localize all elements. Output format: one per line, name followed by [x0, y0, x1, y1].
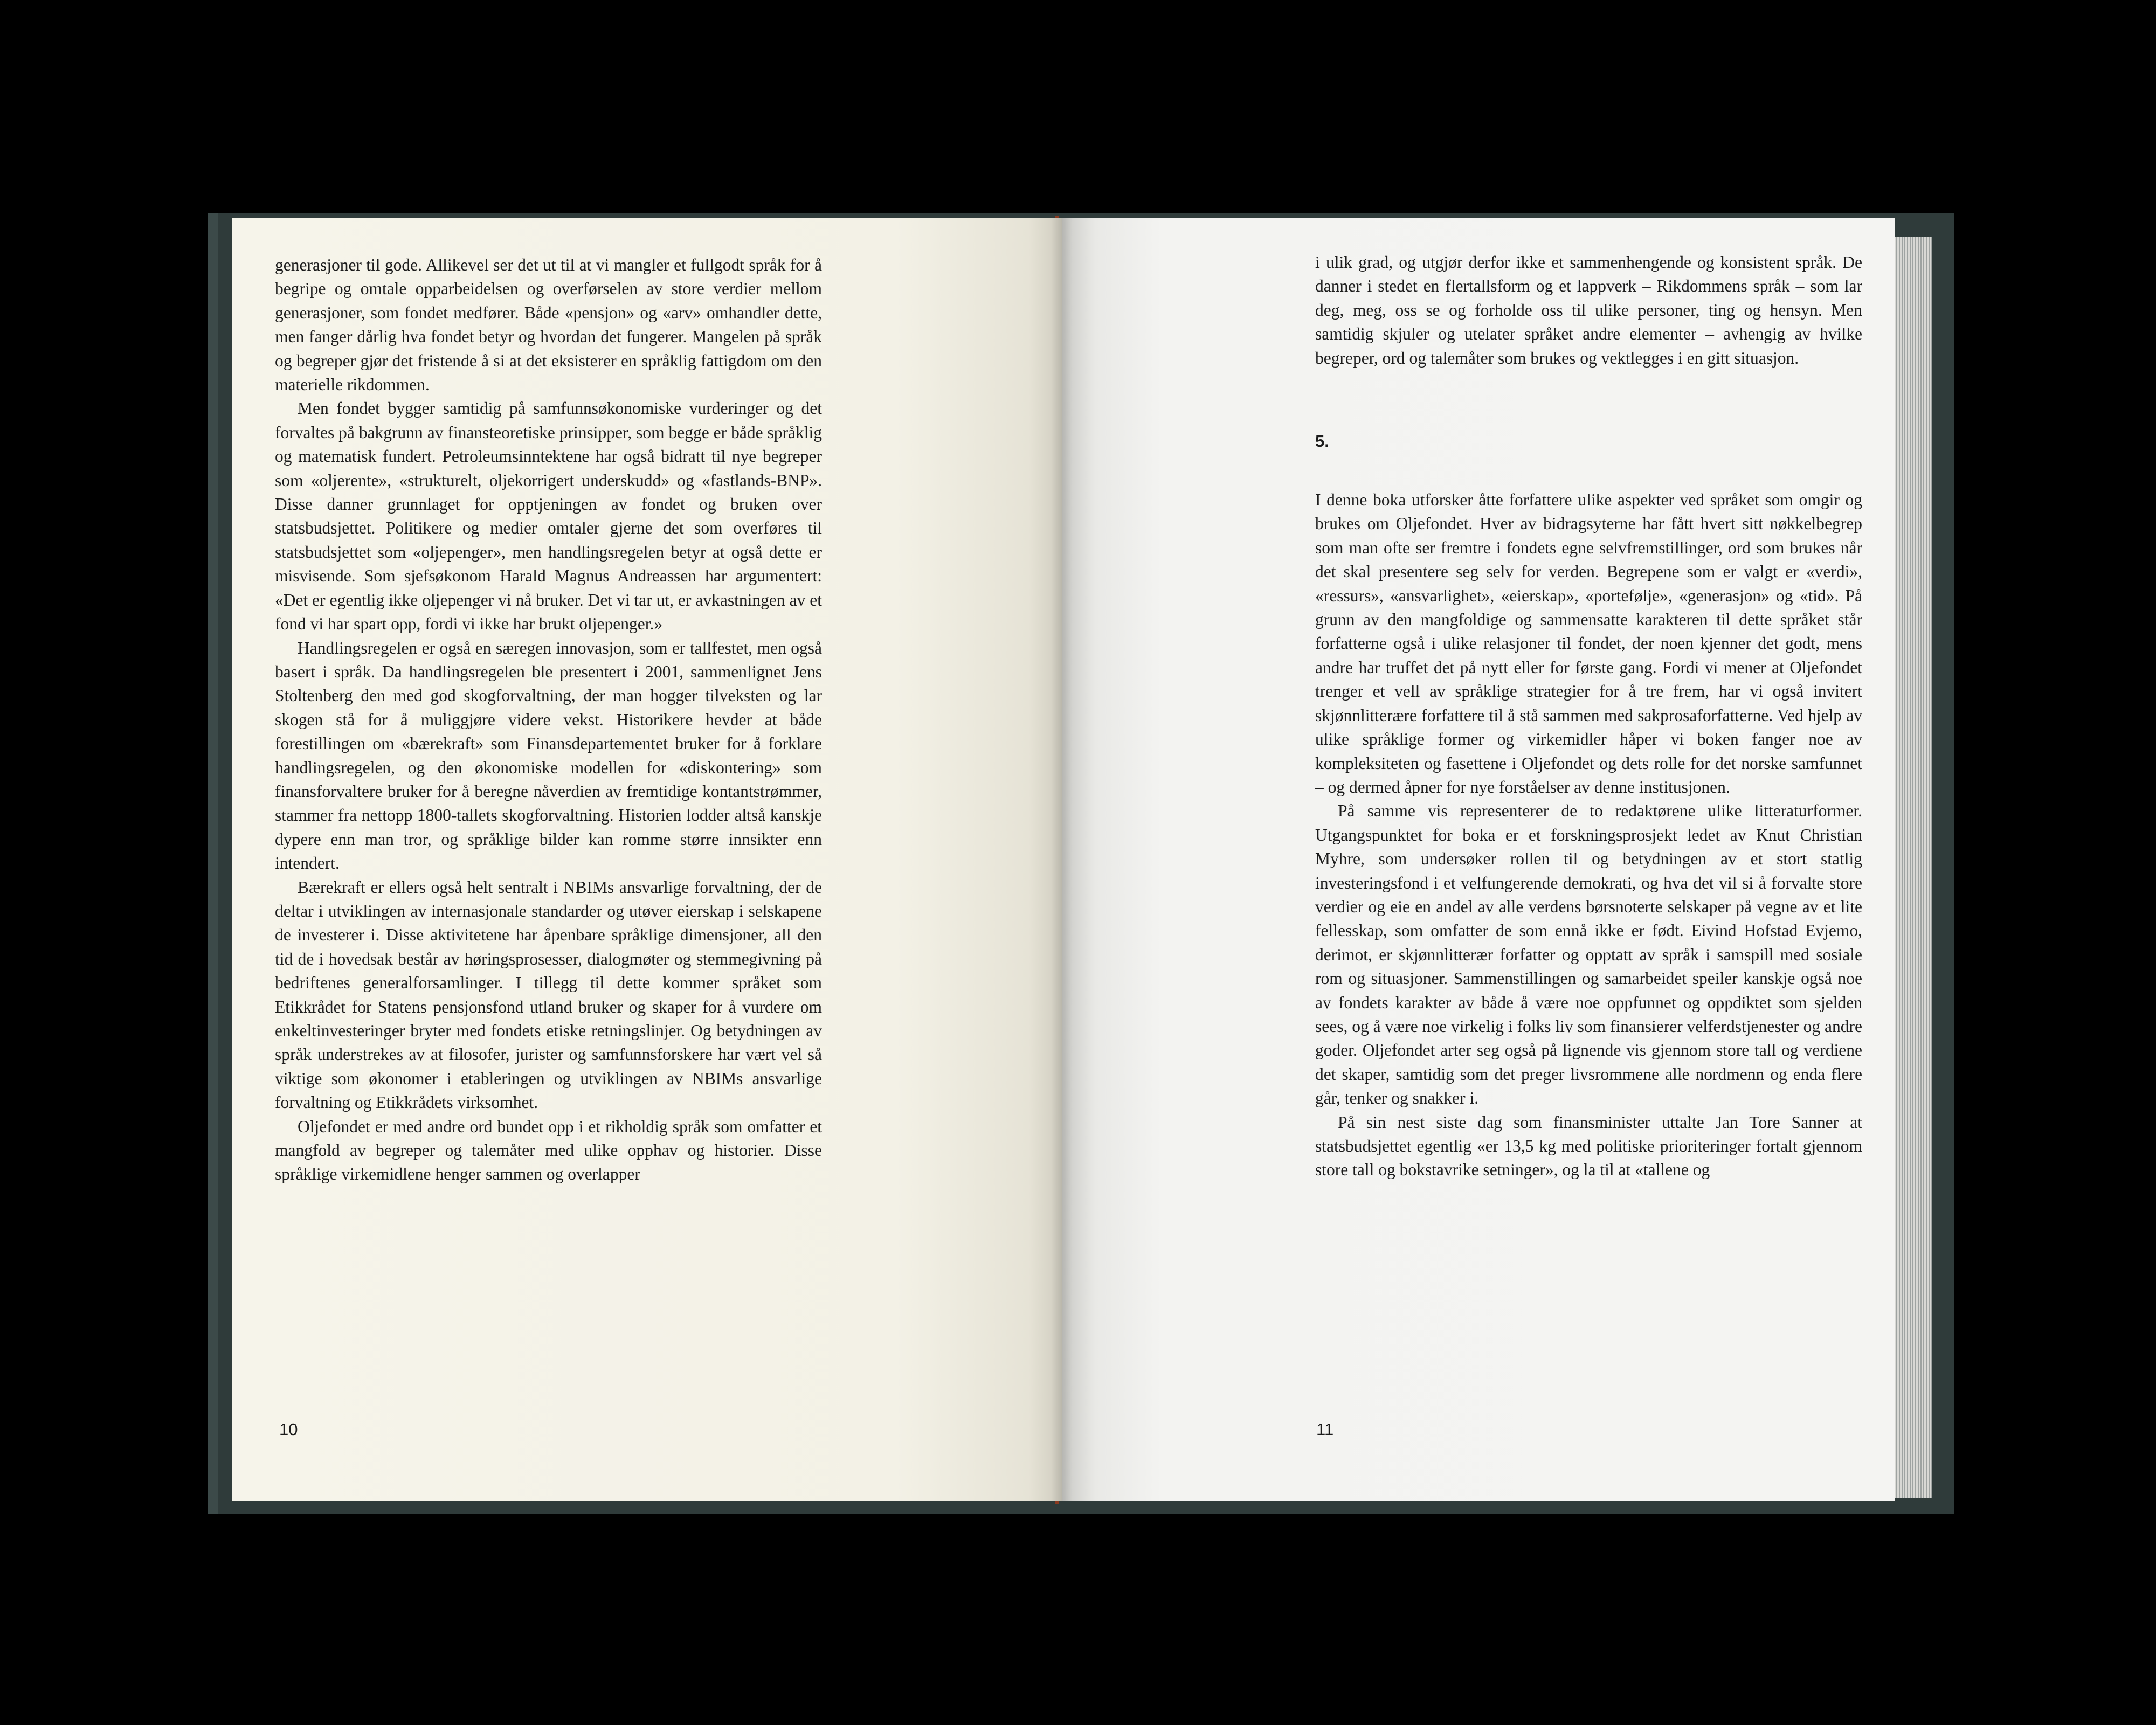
right-paragraph-1: I denne boka utforsker åtte forfattere ulike aspekter ved språket som omgir og brukes om Oljefondet. Hver av bidragsyterne har fått hvert sitt nøkkelbegrep som man ofte ser fremtre i fondets egne selvfremstillinger, ord som brukes når det skal presentere seg selv for verden. Begrepene som er valgt er «verdi», «ressurs», «ansvarlighet», «eierskap», «portefølje», «generasjon» og «tid». På grunn av den mangfoldige og sammensatte karakteren til dette språket står forfatterne også i ulike relasjoner til fondet, der noen kjenner det godt, mens andre har truffet det på nytt eller for første gang. Fordi vi mener at Oljefondet trenger et vell av språklige strategier for å tre frem, har vi også invitert skjønnlitterære forfattere til å stå sammen med sakprosaforfatterne. Ved hjelp av ulike språklige former og virkemidler håper vi boken fanger noe av kompleksiteten og fasettene i Oljefondet og dets rolle for det norske samfunnet – og dermed åpner for nye forståelser av denne institusjonen.: [1315, 490, 1862, 796]
section-heading: 5.: [1315, 432, 1329, 451]
left-page: [232, 218, 1062, 1501]
gutter-shadow: [1051, 218, 1073, 1501]
right-paragraph-2: På samme vis representerer de to redaktørene ulike litteraturformer. Utgangspunktet for boka er et forskningsprosjekt ledet av Knut Christian Myhre, som undersøker rollen til og betydningen av et stort statlig investeringsfond i et velfungerende demokrati, og hva det vil si å forvalte store verdier og eie en andel av alle verdens børsnoterte selskaper på vegne av et lite fellesskap, som omfatter de som ennå ikke er født. Eivind Hofstad Evjemo, derimot, er skjønnlitterær forfatter og opptatt av språk i samspill med sosiale rom og situasjoner. Sammenstillingen og samarbeidet speiler kanskje også noe av fondets karakter av både å være noe oppfunnet og oppdiktet som sjelden sees, og å være noe virkelig i folks liv som finansierer velferdstjenester og andre goder. Oljefondet arter seg også på lignende vis gjennom store tall og verdiene det skaper, samtidig som det preger livsrommene alle nordmenn og enda flere går, tenker og snakker i.: [1315, 801, 1862, 1108]
right-page-text: [1315, 251, 1862, 1182]
right-intro-paragraph: i ulik grad, og utgjør derfor ikke et sammenhengende og konsistent språk. De danner i stedet en flertallsform og et lappverk – Rikdommens språk – som lar deg, meg, oss se og forholde oss til ulike personer, ting og hensyn. Men samtidig skjuler og utelater språket andre elementer – avhengig av hvilke begreper, ord og talemåter som brukes og vektlegges i en gitt situasjon.: [1315, 253, 1862, 368]
left-paragraph-2: Men fondet bygger samtidig på samfunnsøkonomiske vurderinger og det forvaltes på bakgrunn av finansteoretiske prinsipper, som begge er både språklig og matematisk fundert. Petroleumsinntektene har også bidratt til nye begreper som «oljerente», «strukturelt, oljekorrigert underskudd» og «fastlands-BNP». Disse danner grunnlaget for opptjeningen av fondet og bruken over statsbudsjettet. Politikere og medier omtaler gjerne det som overføres til statsbudsjettet som «oljepenger», men handlingsregelen betyr at også dette er misvisende. Som sjefsøkonom Harald Magnus Andreassen har argumentert: «Det er egentlig ikke oljepenger vi nå bruker. Det vi tar ut, er avkastningen av et fond vi har spart opp, fordi vi ikke har brukt oljepenger.»: [275, 399, 822, 634]
page-block-edge: [1889, 237, 1932, 1498]
left-paragraph-5: Oljefondet er med andre ord bundet opp i et rikholdig språk som omfatter et mangfold av begreper og talemåter med ulike opphav og historier. Disse språklige virkemidlene henger sammen og overlapper: [275, 1117, 822, 1184]
book-cover-edge: [208, 213, 218, 1514]
left-paragraph-3: Handlingsregelen er også en særegen innovasjon, som er tallfestet, men også basert i språk. Da handlingsregelen ble presentert i 2001, sammenlignet Jens Stoltenberg den med god skogforvaltning, der man hogger tilveksten og lar skogen stå for å muliggjøre videre vekst. Historikere hevder at både forestillingen om «bærekraft» som Finansdepartementet bruker for å forklare handlingsregelen, og den økonomiske modellen for «diskontering» som finansforvaltere bruker for å beregne nåverdien av fremtidige kontantstrømmer, stammer fra nettopp 1800-tallets skogforvaltning. Historien lodder altså kanskje dypere enn man tror, og språklige bilder kan romme større innsikter enn intendert.: [275, 638, 822, 873]
left-paragraph-1: generasjoner til gode. Allikevel ser det ut til at vi mangler et fullgodt språk for å begripe og omtale opparbeidelsen og overførselen av store verdier mellom generasjoner, som fondet medfører. Både «pensjon» og «arv» omhandler dette, men fanger dårlig hva fondet betyr og hvordan det fungerer. Mangelen på språk og begreper gjør det fristende å si at det eksisterer en språklig fattigdom om den materielle rikdommen.: [275, 255, 822, 394]
left-page-text: [275, 253, 822, 1187]
left-page-number: 10: [279, 1420, 298, 1439]
right-page: [1062, 218, 1895, 1501]
left-paragraph-4: Bærekraft er ellers også helt sentralt i NBIMs ansvarlige forvaltning, der de deltar i utviklingen av internasjonale standarder og utøver eierskap i selskapene de investerer i. Disse aktivitetene har åpenbare språklige dimensjoner, all den tid de i hovedsak består av høringsprosesser, dialogmøter og stemmegivning på bedriftenes generalforsamlinger. I tillegg til dette kommer språket som Etikkrådet for Statens pensjonsfond utland bruker og skaper for å vurdere om enkeltinvesteringer bryter med fondets etiske retningslinjer. Og betydningen av språk understrekes av at filosofer, jurister og samfunnsforskere har vært vel så viktige som økonomer i etableringen og utviklingen av NBIMs ansvarlige forvaltning og Etikkrådets virksomhet.: [275, 877, 822, 1112]
right-paragraph-3: På sin nest siste dag som finansminister uttalte Jan Tore Sanner at statsbudsjettet egentlig «er 13,5 kg med politiske prioriteringer fortalt gjennom store tall og bokstavrike setninger», og la til at «tallene og: [1315, 1112, 1862, 1180]
right-page-number: 11: [1316, 1420, 1334, 1439]
